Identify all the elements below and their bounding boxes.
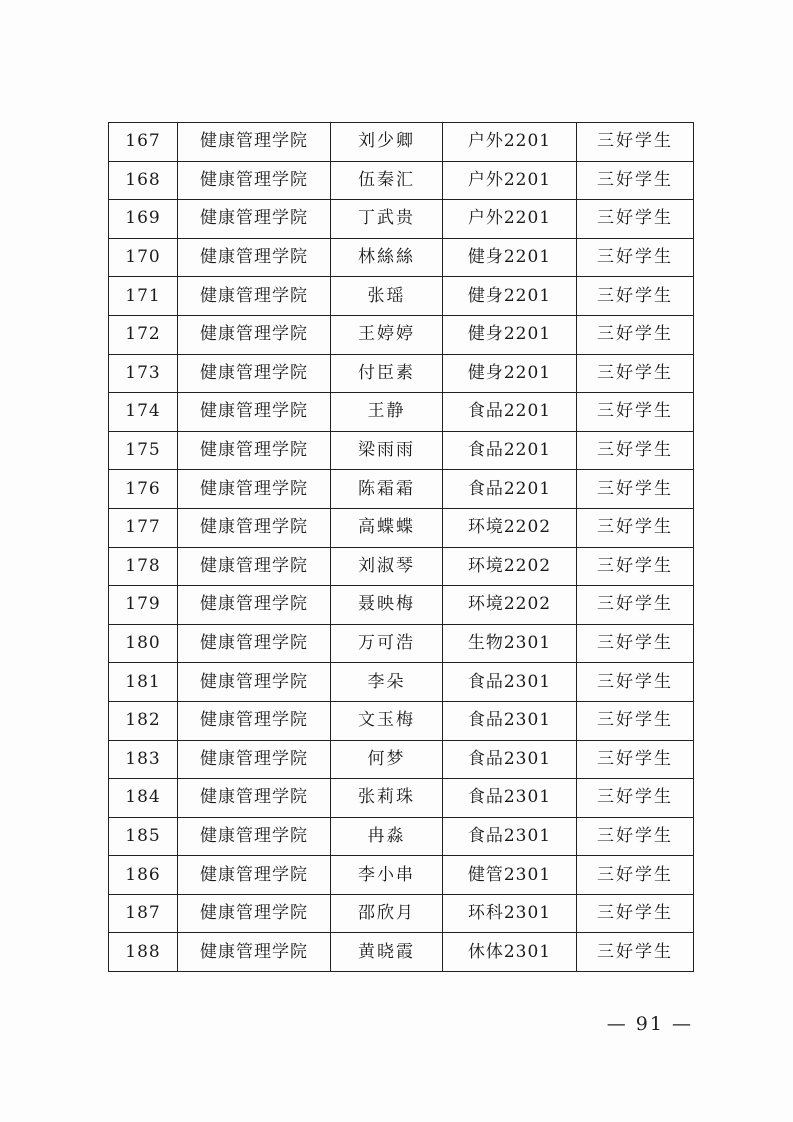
row-number-cell: 186 <box>109 856 178 895</box>
award-cell: 三好学生 <box>577 277 694 316</box>
row-number-cell: 183 <box>109 740 178 779</box>
student-name-cell: 刘淑琴 <box>331 547 443 586</box>
award-cell: 三好学生 <box>577 894 694 933</box>
row-number-cell: 173 <box>109 354 178 393</box>
college-cell: 健康管理学院 <box>178 277 331 316</box>
table-row <box>109 817 694 856</box>
college-cell: 健康管理学院 <box>178 740 331 779</box>
class-cell: 食品2301 <box>443 663 577 702</box>
college-cell: 健康管理学院 <box>178 238 331 277</box>
student-name-cell: 刘少卿 <box>331 123 443 162</box>
table-row <box>109 701 694 740</box>
college-cell: 健康管理学院 <box>178 393 331 432</box>
student-name-cell: 伍秦汇 <box>331 161 443 200</box>
student-name-cell: 邵欣月 <box>331 894 443 933</box>
class-cell: 健身2201 <box>443 238 577 277</box>
college-cell: 健康管理学院 <box>178 508 331 547</box>
class-cell: 户外2201 <box>443 123 577 162</box>
award-cell: 三好学生 <box>577 470 694 509</box>
row-number-cell: 172 <box>109 315 178 354</box>
row-number-cell: 177 <box>109 508 178 547</box>
student-name-cell: 梁雨雨 <box>331 431 443 470</box>
college-cell: 健康管理学院 <box>178 779 331 818</box>
table-row <box>109 470 694 509</box>
class-cell: 环境2202 <box>443 547 577 586</box>
row-number-cell: 175 <box>109 431 178 470</box>
award-cell: 三好学生 <box>577 547 694 586</box>
award-cell: 三好学生 <box>577 856 694 895</box>
college-cell: 健康管理学院 <box>178 624 331 663</box>
award-cell: 三好学生 <box>577 740 694 779</box>
student-name-cell: 万可浩 <box>331 624 443 663</box>
page-number: — 91 — <box>606 1013 693 1035</box>
college-cell: 健康管理学院 <box>178 431 331 470</box>
award-cell: 三好学生 <box>577 315 694 354</box>
college-cell: 健康管理学院 <box>178 586 331 625</box>
award-cell: 三好学生 <box>577 779 694 818</box>
table-row <box>109 856 694 895</box>
row-number-cell: 176 <box>109 470 178 509</box>
table-row <box>109 277 694 316</box>
student-name-cell: 何梦 <box>331 740 443 779</box>
class-cell: 环境2202 <box>443 586 577 625</box>
class-cell: 环境2202 <box>443 508 577 547</box>
row-number-cell: 184 <box>109 779 178 818</box>
award-table-body <box>109 123 694 972</box>
table-row <box>109 624 694 663</box>
class-cell: 户外2201 <box>443 161 577 200</box>
student-name-cell: 付臣素 <box>331 354 443 393</box>
class-cell: 食品2301 <box>443 779 577 818</box>
table-row <box>109 894 694 933</box>
table-row <box>109 123 694 162</box>
row-number-cell: 185 <box>109 817 178 856</box>
college-cell: 健康管理学院 <box>178 547 331 586</box>
class-cell: 健身2201 <box>443 277 577 316</box>
college-cell: 健康管理学院 <box>178 315 331 354</box>
table-row <box>109 431 694 470</box>
award-cell: 三好学生 <box>577 663 694 702</box>
class-cell: 生物2301 <box>443 624 577 663</box>
table-row <box>109 393 694 432</box>
award-cell: 三好学生 <box>577 933 694 972</box>
college-cell: 健康管理学院 <box>178 856 331 895</box>
award-cell: 三好学生 <box>577 161 694 200</box>
row-number-cell: 182 <box>109 701 178 740</box>
student-name-cell: 李小串 <box>331 856 443 895</box>
class-cell: 食品2301 <box>443 701 577 740</box>
award-cell: 三好学生 <box>577 624 694 663</box>
row-number-cell: 167 <box>109 123 178 162</box>
class-cell: 休体2301 <box>443 933 577 972</box>
row-number-cell: 187 <box>109 894 178 933</box>
student-name-cell: 高蝶蝶 <box>331 508 443 547</box>
row-number-cell: 174 <box>109 393 178 432</box>
row-number-cell: 181 <box>109 663 178 702</box>
class-cell: 户外2201 <box>443 200 577 239</box>
student-name-cell: 张莉珠 <box>331 779 443 818</box>
row-number-cell: 170 <box>109 238 178 277</box>
college-cell: 健康管理学院 <box>178 933 331 972</box>
table-row <box>109 315 694 354</box>
award-cell: 三好学生 <box>577 238 694 277</box>
row-number-cell: 178 <box>109 547 178 586</box>
student-name-cell: 陈霜霜 <box>331 470 443 509</box>
award-cell: 三好学生 <box>577 123 694 162</box>
college-cell: 健康管理学院 <box>178 894 331 933</box>
table-row <box>109 586 694 625</box>
student-name-cell: 林絲絲 <box>331 238 443 277</box>
row-number-cell: 188 <box>109 933 178 972</box>
table-row <box>109 779 694 818</box>
student-name-cell: 文玉梅 <box>331 701 443 740</box>
row-number-cell: 169 <box>109 200 178 239</box>
table-row <box>109 663 694 702</box>
row-number-cell: 180 <box>109 624 178 663</box>
award-cell: 三好学生 <box>577 508 694 547</box>
college-cell: 健康管理学院 <box>178 470 331 509</box>
table-row <box>109 547 694 586</box>
row-number-cell: 179 <box>109 586 178 625</box>
college-cell: 健康管理学院 <box>178 200 331 239</box>
college-cell: 健康管理学院 <box>178 663 331 702</box>
student-name-cell: 冉淼 <box>331 817 443 856</box>
award-cell: 三好学生 <box>577 701 694 740</box>
class-cell: 食品2201 <box>443 393 577 432</box>
college-cell: 健康管理学院 <box>178 123 331 162</box>
student-name-cell: 张瑶 <box>331 277 443 316</box>
award-cell: 三好学生 <box>577 354 694 393</box>
college-cell: 健康管理学院 <box>178 701 331 740</box>
award-cell: 三好学生 <box>577 586 694 625</box>
class-cell: 环科2301 <box>443 894 577 933</box>
class-cell: 食品2201 <box>443 431 577 470</box>
student-name-cell: 王静 <box>331 393 443 432</box>
student-name-cell: 丁武贵 <box>331 200 443 239</box>
table-row <box>109 200 694 239</box>
college-cell: 健康管理学院 <box>178 354 331 393</box>
student-name-cell: 李朵 <box>331 663 443 702</box>
class-cell: 食品2201 <box>443 470 577 509</box>
class-cell: 食品2301 <box>443 740 577 779</box>
award-cell: 三好学生 <box>577 200 694 239</box>
class-cell: 健身2201 <box>443 315 577 354</box>
student-name-cell: 聂映梅 <box>331 586 443 625</box>
table-row <box>109 354 694 393</box>
award-cell: 三好学生 <box>577 393 694 432</box>
class-cell: 健管2301 <box>443 856 577 895</box>
class-cell: 健身2201 <box>443 354 577 393</box>
award-list-table <box>108 122 694 972</box>
student-name-cell: 王婷婷 <box>331 315 443 354</box>
college-cell: 健康管理学院 <box>178 161 331 200</box>
table-row <box>109 508 694 547</box>
row-number-cell: 171 <box>109 277 178 316</box>
award-cell: 三好学生 <box>577 817 694 856</box>
row-number-cell: 168 <box>109 161 178 200</box>
table-row <box>109 161 694 200</box>
college-cell: 健康管理学院 <box>178 817 331 856</box>
award-cell: 三好学生 <box>577 431 694 470</box>
table-row <box>109 933 694 972</box>
table-row <box>109 238 694 277</box>
table-row <box>109 740 694 779</box>
student-name-cell: 黄晓霞 <box>331 933 443 972</box>
class-cell: 食品2301 <box>443 817 577 856</box>
